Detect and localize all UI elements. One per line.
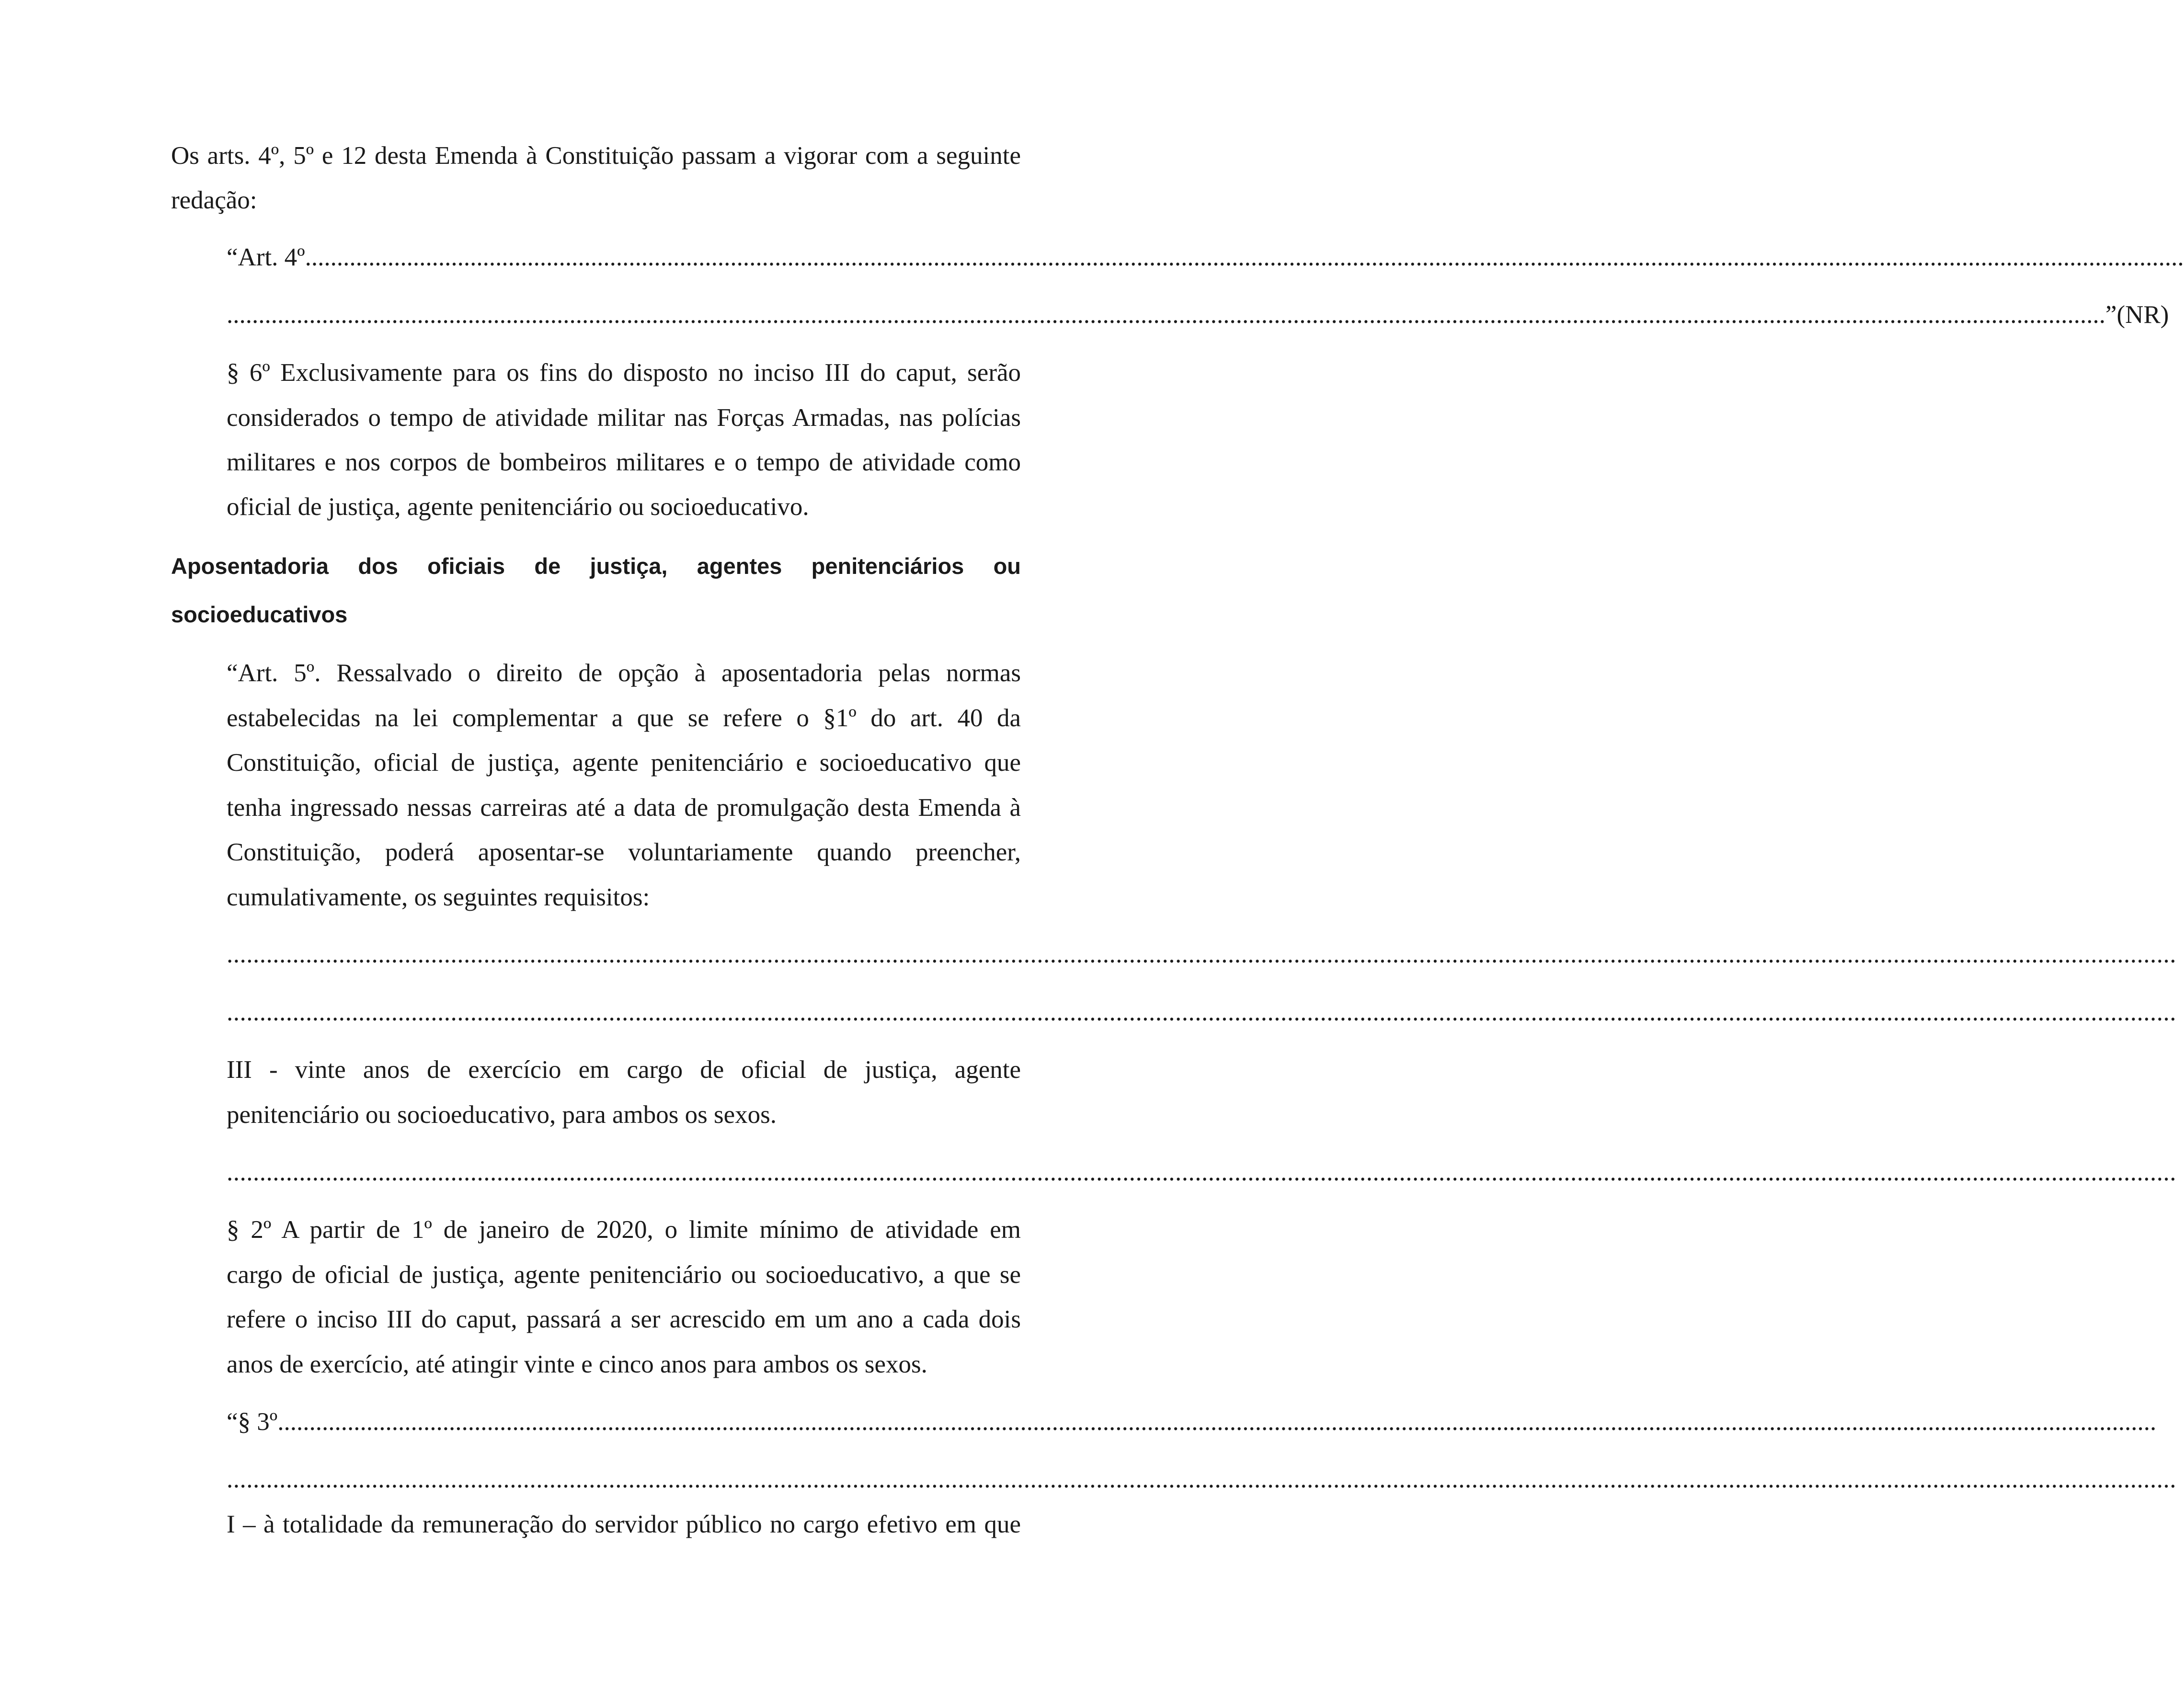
leader-dots: ........................................................................................................................................................................................................................................................................................................ [277,1408,2157,1436]
ellipsis-line: ........................................................................................................................................................................................................................................................................................................ [227,1465,2176,1493]
art5-line-1: “Art. 5º. Ressalvado o direito de opção à aposentadoria pelas normas [227,659,1021,687]
section-heading-line-1: Aposentadoria dos oficiais de justiça, agentes penitenciários ou [171,553,1021,579]
inc1-line-1: I – à totalidade da remuneração do servidor público no cargo efetivo em que [227,1510,1021,1538]
ellipsis-line: ........................................................................................................................................................................................................................................................................................................ [227,940,2176,968]
art5-line-6: cumulativamente, os seguintes requisitos: [227,883,650,911]
leader-dots: ........................................................................................................................................................................................................................................................................................................ [305,243,2184,271]
art5-line-5: Constituição, poderá aposentar-se voluntariamente quando preencher, [227,838,1021,866]
ellipsis-line: ........................................................................................................................................................................................................................................................................................................ [227,998,2176,1026]
par2-line-2: cargo de oficial de justiça, agente penitenciário ou socioeducativo, a que se [227,1261,1021,1289]
art5-line-2: estabelecidas na lei complementar a que se refere o §1º do art. 40 da [227,704,1021,732]
intro-line-2: redação: [171,186,257,214]
art4-head: “Art. 4º [227,243,305,271]
art5-line-3: Constituição, oficial de justiça, agente penitenciário e socioeducativo que [227,749,1021,777]
par6-line-4: oficial de justiça, agente penitenciário ou socioeducativo. [227,493,809,521]
par6-line-3: militares e nos corpos de bombeiros militares e o tempo de atividade como [227,448,1021,476]
inc3-line-2: penitenciário ou socioeducativo, para ambos os sexos. [227,1101,777,1129]
ellipsis-line: ........................................................................................................................................................................................................................................................................................................ [227,1158,2176,1186]
par3-head-line [227,1407,2157,1436]
art4-close: ”(NR) [2105,301,2169,329]
leader-dots: ........................................................................................................................................................................................................................................................................................................ [227,301,2105,329]
art4-close-line [227,300,2169,329]
par6-line-1: § 6º Exclusivamente para os fins do disposto no inciso III do caput, serão [227,359,1021,387]
inc3-line-1: III - vinte anos de exercício em cargo de oficial de justiça, agente [227,1056,1021,1084]
art5-line-4: tenha ingressado nessas carreiras até a data de promulgação desta Emenda à [227,794,1021,822]
par2-line-1: § 2º A partir de 1º de janeiro de 2020, o limite mínimo de atividade em [227,1216,1021,1244]
art4-head-line [227,243,2184,272]
par3-head: “§ 3º [227,1408,278,1436]
par6-line-2: considerados o tempo de atividade militar nas Forças Armadas, nas polícias [227,404,1021,432]
section-heading-line-2: socioeducativos [171,602,348,627]
intro-line-1: Os arts. 4º, 5º e 12 desta Emenda à Constituição passam a vigorar com a seguinte [171,142,1021,170]
par2-line-3: refere o inciso III do caput, passará a ser acrescido em um ano a cada dois [227,1305,1021,1333]
par2-line-4: anos de exercício, até atingir vinte e cinco anos para ambos os sexos. [227,1350,927,1378]
